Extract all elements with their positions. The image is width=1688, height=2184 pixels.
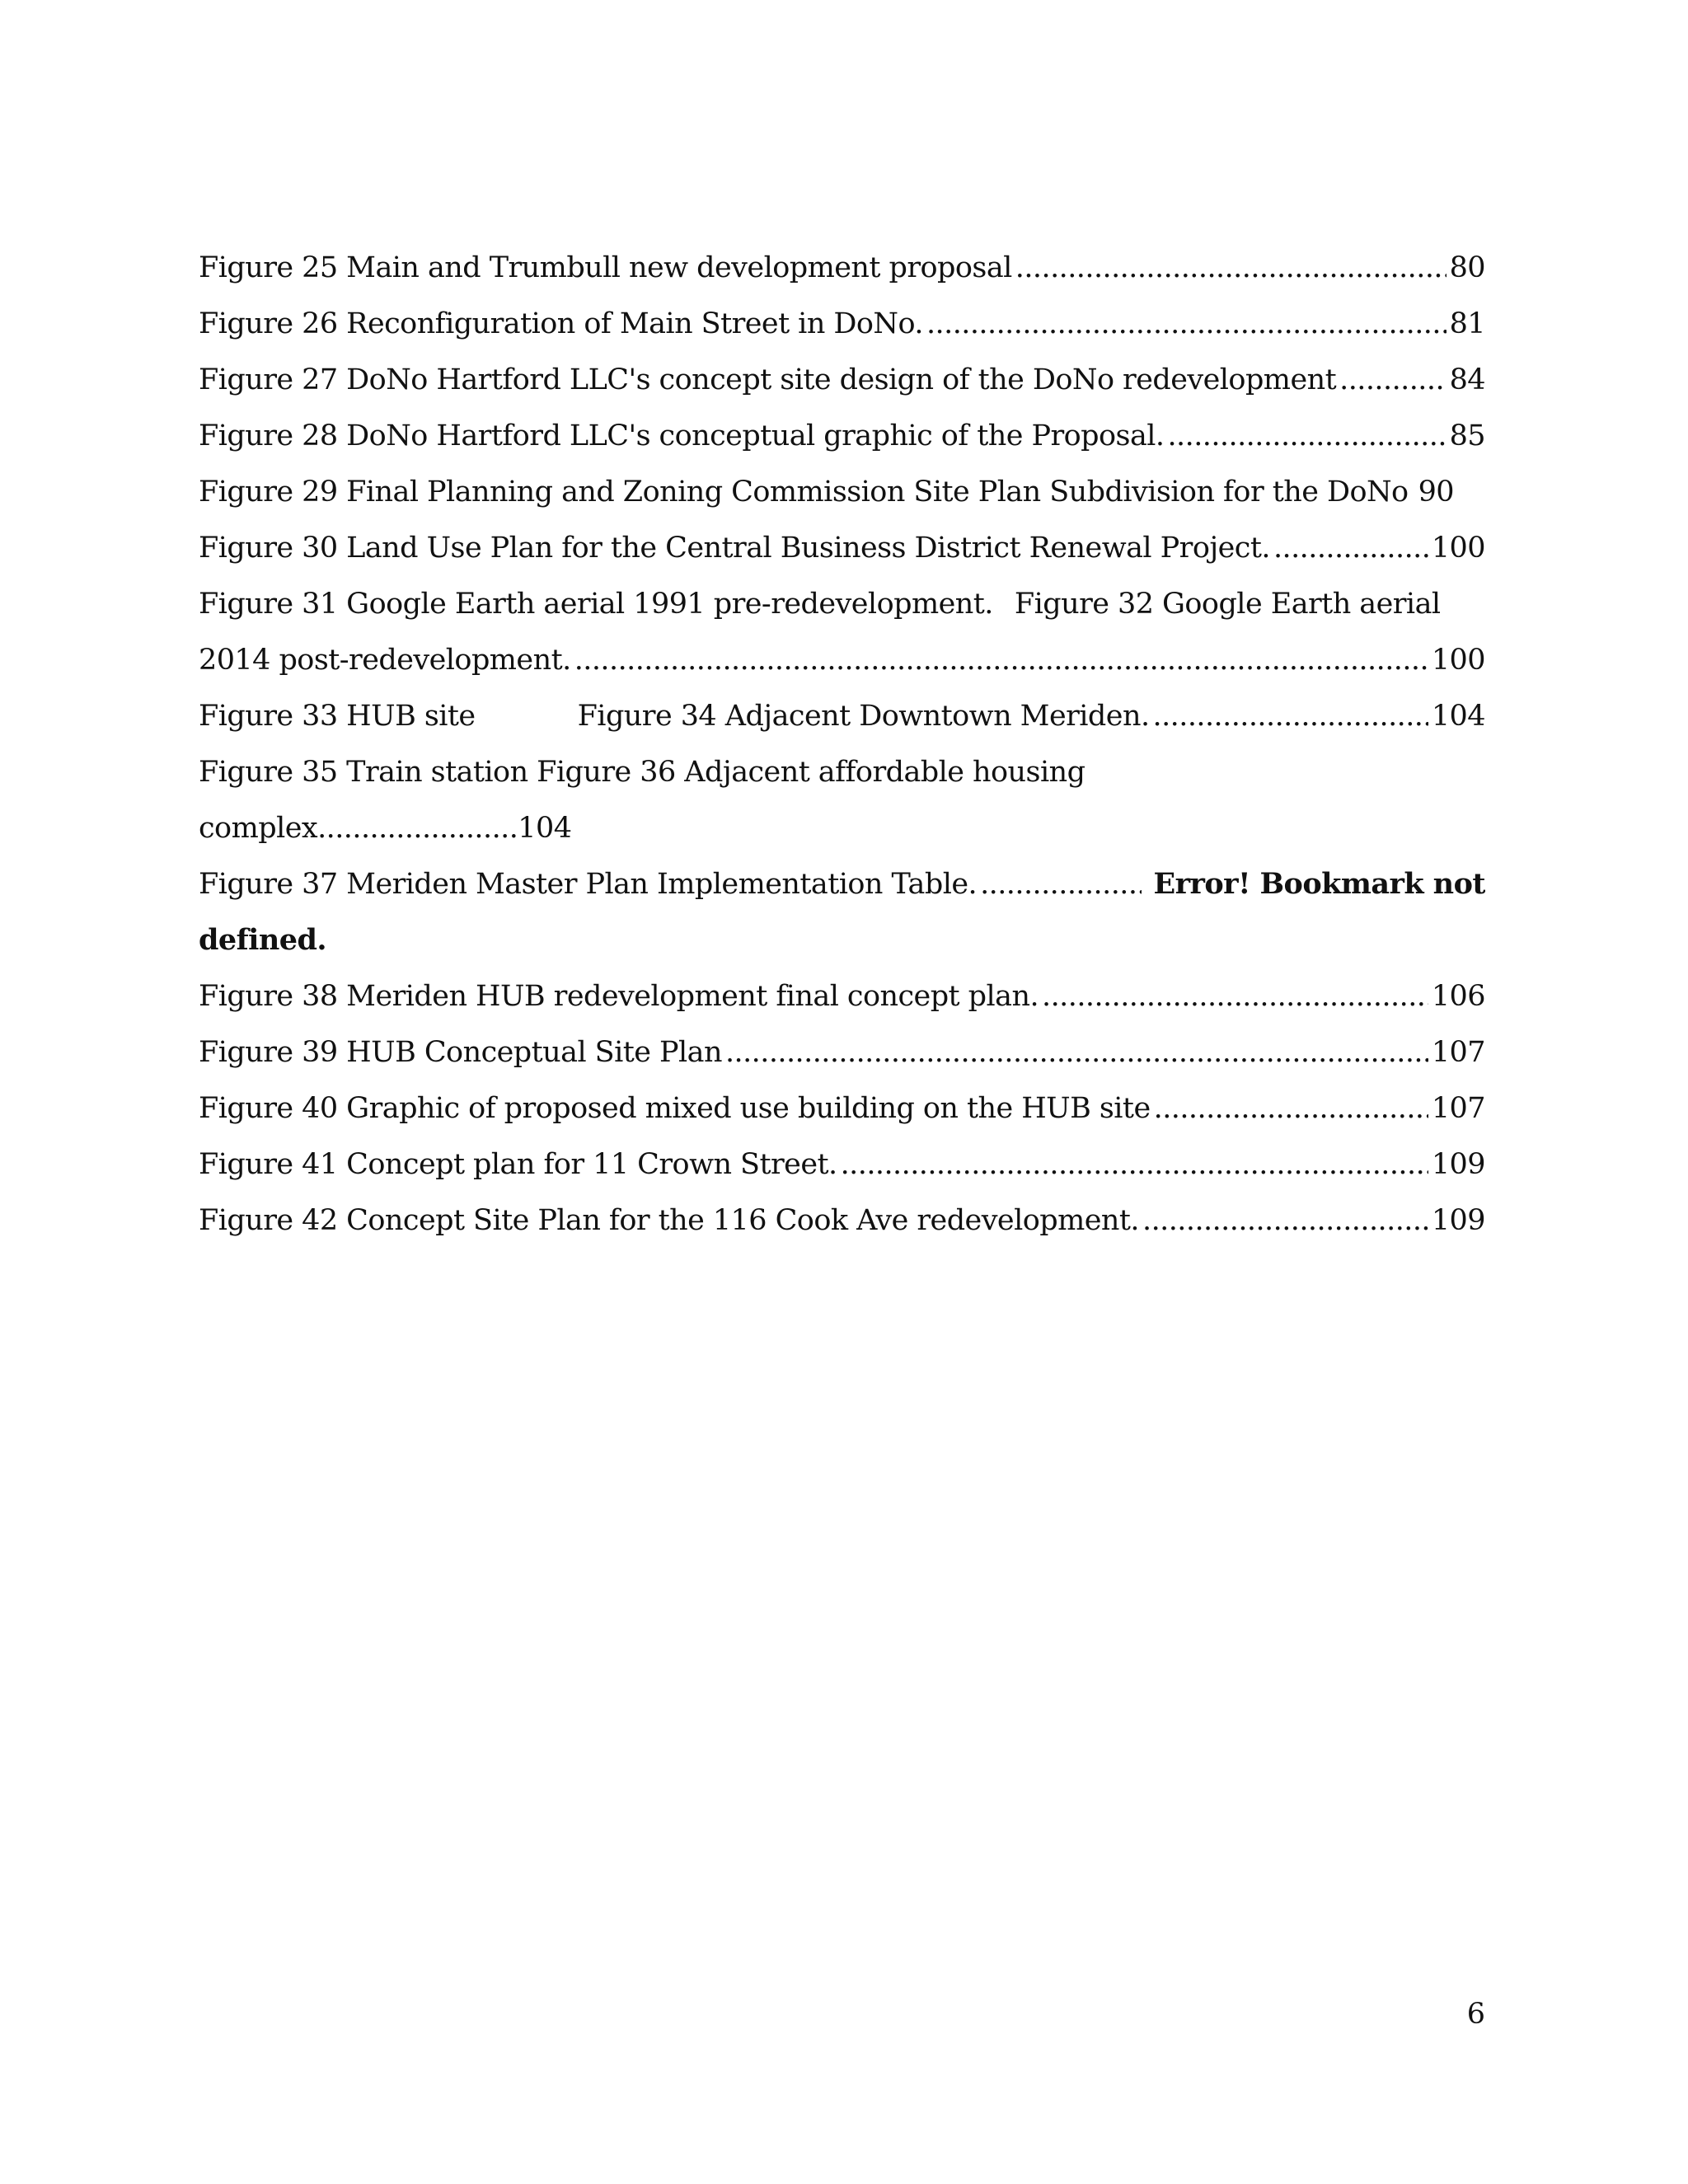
entry-title: Figure 42 Concept Site Plan for the 116 Cook Ave redevelopment.	[199, 1204, 1139, 1237]
entry-page-number: 109	[1431, 1148, 1485, 1181]
dot-leader	[1153, 688, 1428, 744]
dot-leader	[926, 296, 1447, 352]
toc-entry-figure-28[interactable]	[199, 408, 1485, 464]
entry-page-number: 90	[1418, 476, 1455, 509]
entry-title: Figure 33 HUB site Figure 34 Adjacent Downtown Meriden.	[199, 700, 1150, 733]
entry-title: Figure 25 Main and Trumbull new development proposal	[199, 251, 1012, 284]
entry-title: Figure 28 DoNo Hartford LLC's conceptual graphic of the Proposal.	[199, 419, 1165, 452]
toc-entry-figure-37-continued[interactable]	[199, 912, 1485, 968]
dot-leader	[1042, 968, 1428, 1024]
entry-page-number: 85	[1449, 419, 1485, 452]
toc-entry-figure-40[interactable]	[199, 1080, 1485, 1137]
entry-title: Figure 37 Meriden Master Plan Implementation Table.	[199, 868, 978, 901]
entry-page-number: 81	[1449, 307, 1485, 340]
page-number: 6	[1466, 1998, 1485, 2031]
entry-page-number: 80	[1449, 251, 1485, 284]
entry-page-number: 84	[1449, 363, 1485, 396]
entry-title: Figure 31 Google Earth aerial 1991 pre-redevelopment.	[199, 588, 993, 621]
toc-entry-figure-25[interactable]	[199, 240, 1485, 296]
dot-leader	[1273, 520, 1428, 576]
dot-leader	[841, 1137, 1428, 1193]
entry-title-wrap: 2014 post-redevelopment.	[199, 644, 571, 677]
entry-title: Figure 39 HUB Conceptual Site Plan	[199, 1036, 722, 1069]
entry-title: Figure 27 DoNo Hartford LLC's concept site design of the DoNo redevelopment	[199, 363, 1337, 396]
dot-leader	[574, 632, 1428, 688]
entry-title: Figure 40 Graphic of proposed mixed use building on the HUB site	[199, 1092, 1151, 1125]
bookmark-error-text-wrap: defined.	[199, 923, 327, 957]
entry-page-number: 100	[1431, 532, 1485, 565]
entry-title: Figure 29 Final Planning and Zoning Commission Site Plan Subdivision for the DoNo	[199, 476, 1409, 509]
toc-entry-figure-38[interactable]	[199, 968, 1485, 1024]
toc-entry-figure-41[interactable]	[199, 1137, 1485, 1193]
entry-title-wrap: complex.......................104	[199, 812, 572, 845]
entry-page-number: 106	[1431, 980, 1485, 1013]
dot-leader	[1154, 1080, 1428, 1137]
entry-page-number: 107	[1431, 1092, 1485, 1125]
entry-page-number: 109	[1431, 1204, 1485, 1237]
toc-entry-figure-39[interactable]	[199, 1024, 1485, 1080]
toc-entry-figure-35-36-continued[interactable]	[199, 800, 1485, 856]
toc-entry-figure-30[interactable]	[199, 520, 1485, 576]
table-of-figures	[199, 240, 1485, 1249]
toc-entry-figure-26[interactable]	[199, 296, 1485, 352]
toc-entry-figure-31-32[interactable]	[199, 576, 1485, 632]
toc-entry-figure-27[interactable]	[199, 352, 1485, 408]
entry-title: Figure 26 Reconfiguration of Main Street in DoNo.	[199, 307, 923, 340]
entry-page-number: 104	[1431, 700, 1485, 733]
dot-leader	[1167, 408, 1446, 464]
entry-title-continued: Figure 32 Google Earth aerial	[1014, 588, 1441, 621]
entry-title: Figure 30 Land Use Plan for the Central Business District Renewal Project.	[199, 532, 1270, 565]
entry-title: Figure 38 Meriden HUB redevelopment final concept plan.	[199, 980, 1039, 1013]
toc-entry-figure-31-32-continued[interactable]	[199, 632, 1485, 688]
dot-leader	[1339, 352, 1446, 408]
dot-leader	[980, 856, 1142, 912]
toc-entry-figure-35-36[interactable]	[199, 744, 1485, 800]
entry-title: Figure 35 Train station Figure 36 Adjacent affordable housing	[199, 756, 1085, 789]
dot-leader	[725, 1024, 1428, 1080]
toc-entry-figure-37[interactable]	[199, 856, 1485, 912]
entry-title: Figure 41 Concept plan for 11 Crown Street.	[199, 1148, 837, 1181]
dot-leader	[1015, 240, 1447, 296]
entry-page-number: 107	[1431, 1036, 1485, 1069]
toc-entry-figure-33-34[interactable]	[199, 688, 1485, 744]
bookmark-error-text: Error! Bookmark not	[1153, 867, 1485, 901]
dot-leader	[1142, 1193, 1428, 1249]
toc-entry-figure-42[interactable]	[199, 1193, 1485, 1249]
toc-entry-figure-29[interactable]	[199, 464, 1485, 520]
entry-page-number: 100	[1431, 644, 1485, 677]
